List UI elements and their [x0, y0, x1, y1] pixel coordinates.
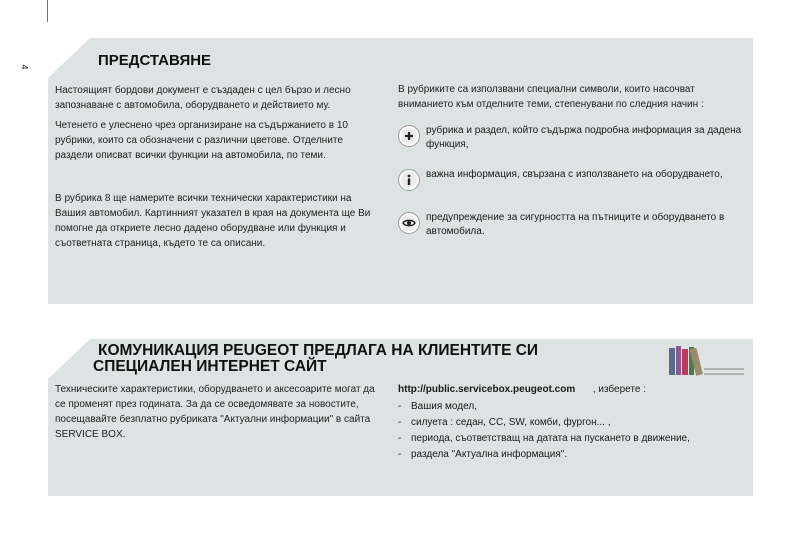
list-item: - раздела "Актуална информация". — [398, 447, 738, 463]
page-number: 4 — [19, 64, 30, 70]
website-panel — [48, 339, 753, 496]
list-item: - периода, съответстващ на датата на пускането в движение, — [398, 431, 738, 447]
margin-line — [47, 0, 48, 22]
symbol-text: рубрика и раздел, който съдържа подробна информация за дадена функция, — [426, 125, 742, 150]
symbol-text: важна информация, свързана с използването на оборудването, — [426, 169, 723, 180]
website-url-line — [398, 382, 646, 397]
website-description: Техническите характеристики, оборудването и аксесоарите могат да се променят през годината. За да се осведомявате за новостите, посещавайте безплатно рубриката "Актуални информации" в сайта SERVICE BOX. — [55, 384, 375, 440]
book-spine — [676, 346, 681, 375]
intro-title: ПРЕДСТАВЯНЕ — [98, 52, 212, 69]
list-item: - силуета : седан, CC, SW, комби, фургон... , — [398, 415, 738, 431]
intro-paragraph-1: Настоящият бордови документ е създаден с цел бързо и лесно запознаване с автомобила, оборудването и действието му. — [55, 85, 351, 111]
book-spine — [682, 349, 688, 375]
website-steps-list — [398, 399, 738, 463]
plus-icon — [398, 125, 420, 147]
panel-tab-notch — [48, 339, 90, 379]
intro-panel — [48, 38, 753, 304]
eye-icon — [398, 212, 420, 234]
symbol-text: предупреждение за сигурността на пътниците и оборудването в автомобила. — [426, 212, 725, 237]
website-url[interactable]: http://public.servicebox.peugeot.com — [398, 384, 576, 395]
panel-tab-notch — [48, 38, 90, 78]
intro-paragraph-3: В рубрика 8 ще намерите всички технически характеристики на Вашия автомобил. Картинният указател в края на документа ще Ви помогне да откриете лесно дадено оборудване или функция и съответната страница, където те са описани. — [55, 193, 371, 249]
intro-paragraph-2: Четенето е улеснено чрез организиране на съдържанието в 10 рубрики, които са обозначени с различни цветове. Отделните раздели описват всички функции на автомобила, по теми. — [55, 120, 348, 161]
books-icon — [668, 345, 746, 377]
website-url-suffix: , изберете : — [592, 384, 646, 395]
symbols-intro: В рубриките са използвани специални символи, които насочват вниманието към отделните теми, степенувани по следния начин : — [398, 84, 704, 110]
book-spine — [669, 348, 675, 375]
website-title-line-1: КОМУНИКАЦИЯ PEUGEOT ПРЕДЛАГА НА КЛИЕНТИТЕ СИ — [98, 342, 539, 359]
info-icon — [398, 169, 420, 191]
list-item: - Вашия модел, — [398, 399, 738, 415]
website-title-line-2: СПЕЦИАЛЕН ИНТЕРНЕТ САЙТ — [93, 358, 327, 375]
